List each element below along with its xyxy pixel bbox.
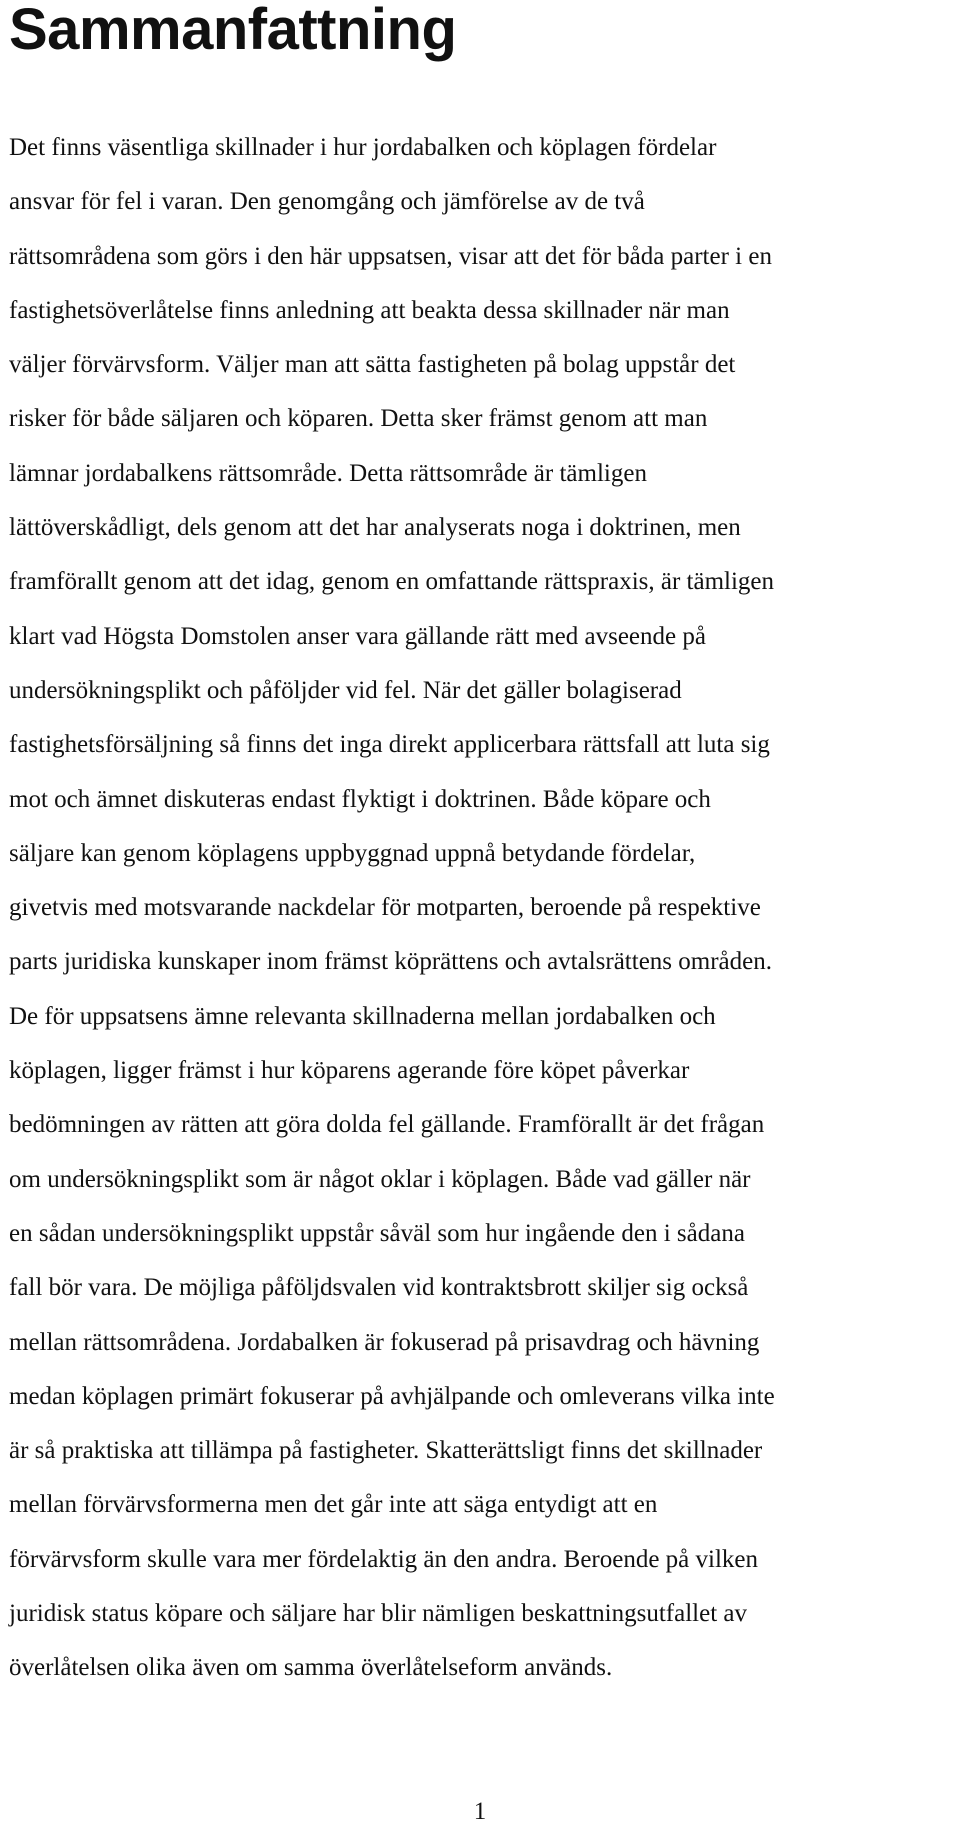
paragraph-line: medan köplagen primärt fokuserar på avhjälpande och omleverans vilka inte (9, 1382, 775, 1410)
page-title: Sammanfattning (9, 0, 457, 62)
paragraph-line: fall bör vara. De möjliga påföljdsvalen vid kontraktsbrott skiljer sig också (9, 1274, 749, 1302)
paragraph-line: mot och ämnet diskuteras endast flyktigt i doktrinen. Både köpare och (9, 785, 711, 813)
paragraph-line: Det finns väsentliga skillnader i hur jordabalken och köplagen fördelar (9, 134, 717, 161)
paragraph-line: överlåtelsen olika även om samma överlåtelseform används. (9, 1654, 613, 1682)
paragraph-line: klart vad Högsta Domstolen anser vara gällande rätt med avseende på (9, 622, 706, 650)
paragraph-line: förvärvsform skulle vara mer fördelaktig än den andra. Beroende på vilken (9, 1545, 759, 1573)
paragraph-line: parts juridiska kunskaper inom främst köprättens och avtalsrättens områden. (9, 948, 772, 976)
paragraph-line: rättsområdena som görs i den här uppsatsen, visar att det för båda parter i en (9, 242, 772, 270)
paragraph-line: är så praktiska att tillämpa på fastigheter. Skatterättsligt finns det skillnader (9, 1437, 763, 1465)
paragraph-line: säljare kan genom köplagens uppbyggnad uppnå betydande fördelar, (9, 839, 696, 867)
paragraph-line: risker för både säljaren och köparen. Detta sker främst genom att man (9, 405, 708, 433)
paragraph-line: mellan förvärvsformerna men det går inte att säga entydigt att en (9, 1491, 658, 1519)
paragraph-line: lämnar jordabalkens rättsområde. Detta rättsområde är tämligen (9, 459, 647, 487)
paragraph-line: juridisk status köpare och säljare har blir nämligen beskattningsutfallet av (9, 1600, 747, 1628)
paragraph-line: lättöverskådligt, dels genom att det har analyserats noga i doktrinen, men (9, 514, 741, 542)
paragraph-line: om undersökningsplikt som är något oklar i köplagen. Både vad gäller när (9, 1165, 751, 1193)
paragraph-line: köplagen, ligger främst i hur köparens agerande före köpet påverkar (9, 1057, 690, 1085)
summary-paragraph (9, 121, 959, 1696)
paragraph-line: ansvar för fel i varan. Den genomgång och jämförelse av de två (9, 188, 645, 216)
paragraph-line: en sådan undersökningsplikt uppstår såväl som hur ingående den i sådana (9, 1219, 745, 1247)
paragraph-line: väljer förvärvsform. Väljer man att sätta fastigheten på bolag uppstår det (9, 351, 736, 379)
paragraph-line: undersökningsplikt och påföljder vid fel. När det gäller bolagiserad (9, 676, 682, 704)
paragraph-line: fastighetsöverlåtelse finns anledning att beakta dessa skillnader när man (9, 296, 730, 324)
paragraph-line: mellan rättsområdena. Jordabalken är fokuserad på prisavdrag och hävning (9, 1328, 760, 1356)
paragraph-line: bedömningen av rätten att göra dolda fel gällande. Framförallt är det frågan (9, 1111, 765, 1139)
paragraph-line: De för uppsatsens ämne relevanta skillnaderna mellan jordabalken och (9, 1002, 716, 1030)
page-number: 1 (473, 1798, 487, 1825)
paragraph-line: fastighetsförsäljning så finns det inga direkt applicerbara rättsfall att luta sig (9, 731, 770, 759)
paragraph-line: framförallt genom att det idag, genom en omfattande rättspraxis, är tämligen (9, 568, 775, 596)
paragraph-line: givetvis med motsvarande nackdelar för motparten, beroende på respektive (9, 894, 761, 922)
